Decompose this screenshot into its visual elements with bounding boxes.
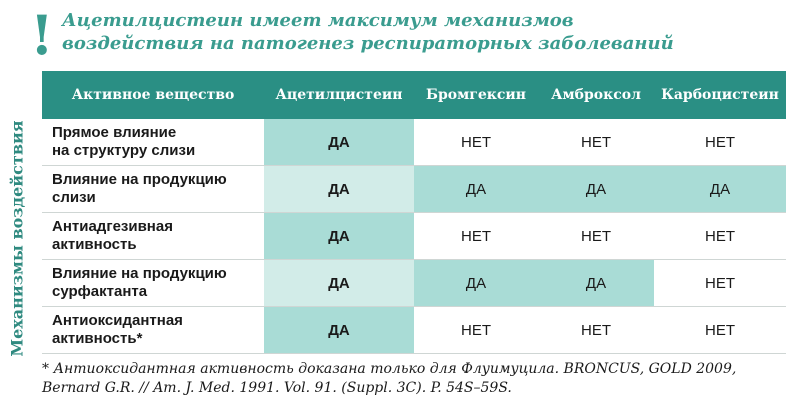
row-label [42,119,264,166]
footnote-line-2: Bernard G.R. // Am. J. Med. 1991. Vol. 91. (Suppl. 3C). P. 54S–59S. [42,380,512,396]
table-row [42,166,786,213]
row-label-line: слизи [52,189,96,206]
row-label-line: активность [52,236,137,253]
table-cell: ДА [654,166,786,213]
table-row [42,307,786,354]
row-label [42,307,264,354]
row-label-line: Влияние на продукцию [52,171,227,188]
side-label [0,118,34,358]
table-cell: ДА [538,166,654,213]
table-cell: НЕТ [654,307,786,354]
table-cell: ДА [414,260,538,307]
table-cell: НЕТ [414,213,538,260]
side-label-text: Механизмы воздействия [7,119,27,357]
table-cell: НЕТ [654,119,786,166]
row-label-line: Прямое влияние [52,124,177,141]
header-cell-bromhexine: Бромгексин [414,71,538,119]
row-label-line: сурфактанта [52,283,148,300]
table-cell: НЕТ [654,213,786,260]
header-cell-carbocisteine: Карбоцистеин [654,71,786,119]
row-label [42,260,264,307]
table-cell: НЕТ [414,119,538,166]
row-label-line: активность* [52,330,143,347]
table-row [42,260,786,307]
row-label [42,213,264,260]
table-cell: НЕТ [654,260,786,307]
row-label-line: Антиадгезивная [52,218,173,235]
table-cell: НЕТ [414,307,538,354]
table-cell: НЕТ [538,119,654,166]
table-cell: ДА [264,260,414,307]
row-label-line: Антиоксидантная [52,312,183,329]
table-row [42,213,786,260]
comparison-table [42,71,786,354]
row-label-line: Влияние на продукцию [52,265,227,282]
table-cell: ДА [414,166,538,213]
heading-line-2: воздействия на патогенез респираторных заболеваний [62,33,674,54]
footnote-line-1: * Антиоксидантная активность доказана только для Флуимуцила. BRONCUS, GOLD 2009, [42,361,737,377]
table-cell: ДА [264,166,414,213]
exclamation-mark: ! [30,3,54,67]
header-cell-substance: Активное вещество [42,71,264,119]
footnote [42,360,792,398]
row-label [42,166,264,213]
table-cell: ДА [264,213,414,260]
table-header-row [42,71,786,119]
heading-line-1: Ацетилцистеин имеет максимум механизмов [62,10,574,31]
table-cell: НЕТ [538,307,654,354]
table-row [42,119,786,166]
table-cell: ДА [538,260,654,307]
page-heading [62,9,782,55]
table-cell: ДА [264,307,414,354]
header-cell-acetylcysteine: Ацетилцистеин [264,71,414,119]
header-cell-ambroxol: Амброксол [538,71,654,119]
table-cell: НЕТ [538,213,654,260]
table-cell: ДА [264,119,414,166]
row-label-line: на структуру слизи [52,142,196,159]
